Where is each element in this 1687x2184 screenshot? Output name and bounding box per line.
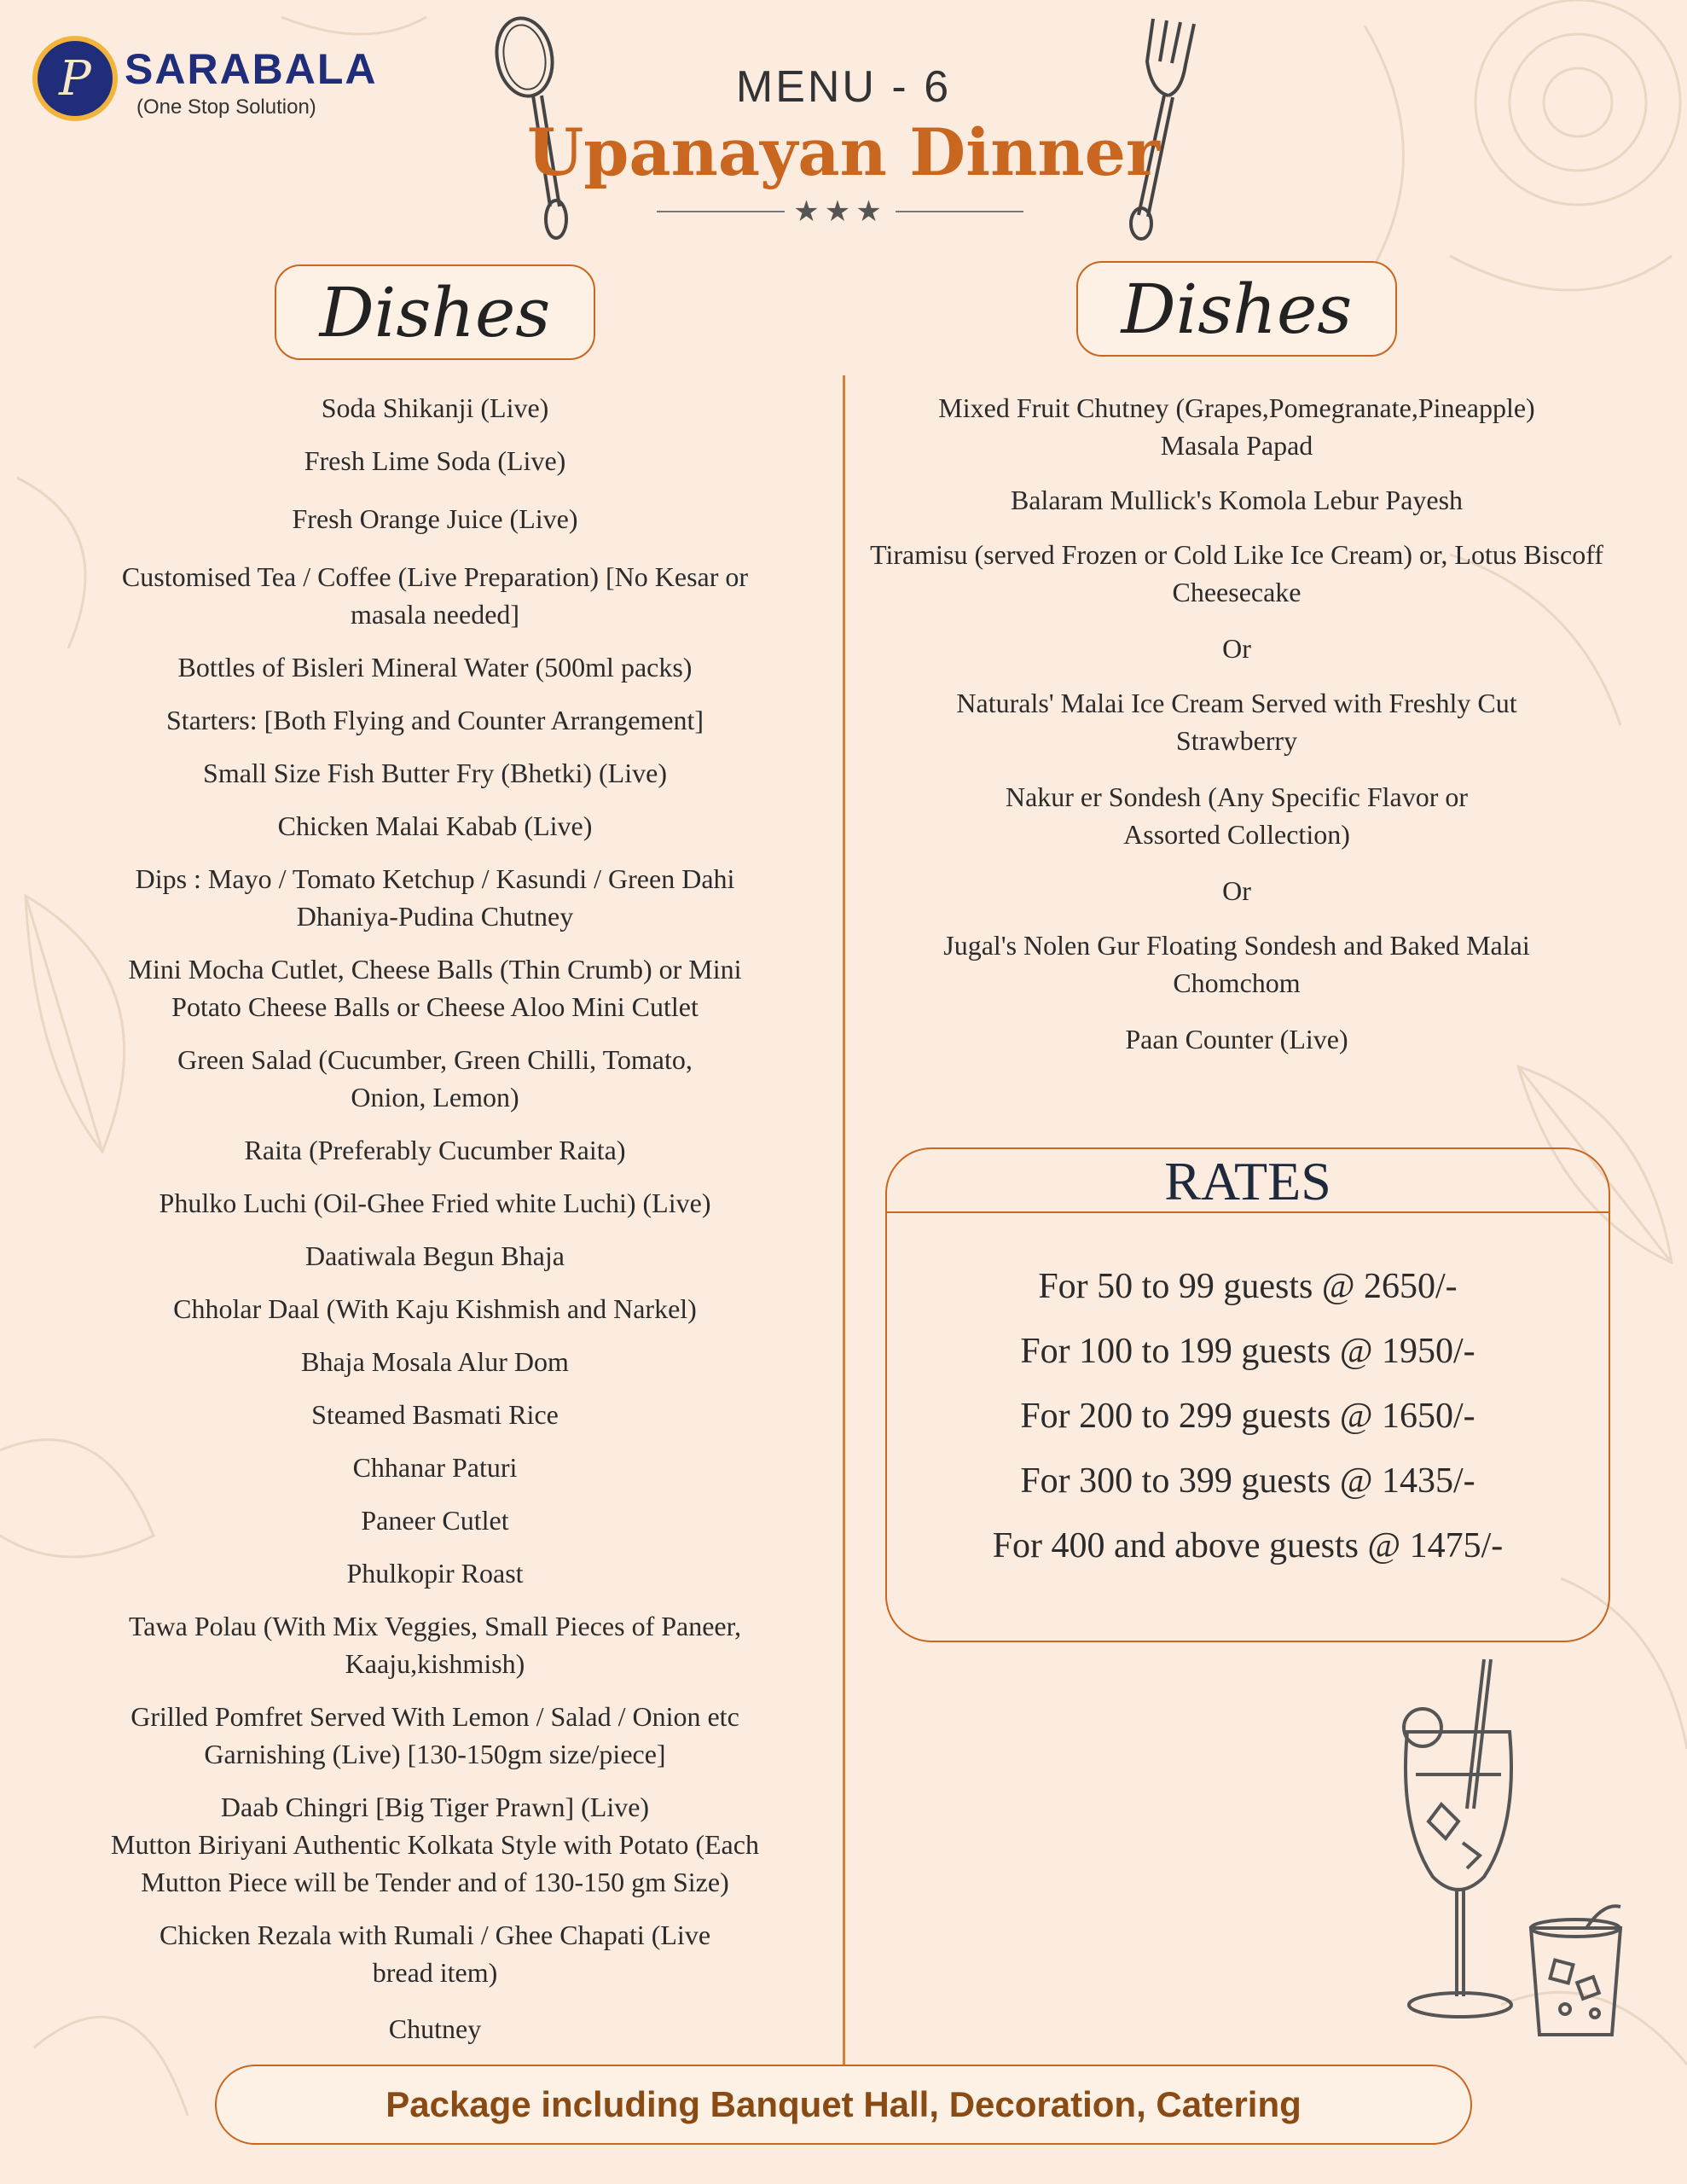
list-item: Customised Tea / Coffee (Live Preparation) [No Kesar or masala needed] [121,561,749,630]
rate-line: For 300 to 399 guests @ 1435/- [1020,1461,1475,1501]
list-item: Green Salad (Cucumber, Green Chilli, Tomato, Onion, Lemon) [177,1044,693,1112]
list-item: Paneer Cutlet [361,1505,509,1536]
right-dishes-heading: Dishes [1076,261,1397,357]
list-item: Jugal's Nolen Gur Floating Sondesh and Baked Malai Chomchom [943,930,1530,998]
list-item: Paan Counter (Live) [1125,1024,1348,1054]
tumbler-glass-icon [1518,1894,1638,2048]
column-divider [843,375,845,2065]
rate-line: For 400 and above guests @ 1475/- [992,1526,1504,1565]
list-item: Steamed Basmati Rice [311,1399,559,1430]
list-item: Raita (Preferably Cucumber Raita) [244,1135,626,1165]
list-item: Tiramisu (served Frozen or Cold Like Ice Cream) or, Lotus Biscoff Cheesecake [870,539,1603,607]
list-item: Chutney [388,2013,482,2044]
brand-logo: P [32,36,118,121]
star-icon: ★★★ [785,195,896,229]
list-item: Or [1222,875,1251,906]
list-item: Balaram Mullick's Komola Lebur Payesh [1010,485,1464,515]
menu-number: MENU - 6 [735,62,952,112]
brand-name: SARABALA [125,45,378,93]
package-banner: Package including Banquet Hall, Decoration, Catering [215,2065,1472,2145]
rates-title: RATES [1164,1151,1331,1211]
list-item: Fresh Orange Juice (Live) [292,503,578,534]
list-item: Or [1222,633,1251,664]
rates-divider [887,1211,1609,1213]
list-item: Small Size Fish Butter Fry (Bhetki) (Live) [203,758,667,788]
rate-line: For 200 to 299 guests @ 1650/- [1020,1397,1475,1436]
list-item: Phulkopir Roast [346,1558,524,1589]
list-item: Bottles of Bisleri Mineral Water (500ml packs) [177,652,693,682]
list-item: Chholar Daal (With Kaju Kishmish and Narkel) [173,1293,697,1324]
page-title: Upanayan Dinner [527,114,1160,190]
cocktail-glass-icon [1382,1655,1535,2039]
list-item: Chicken Malai Kabab (Live) [277,810,593,841]
list-item: Phulko Luchi (Oil-Ghee Fried white Luchi) (Live) [159,1188,711,1218]
list-item: Naturals' Malai Ice Cream Served with Freshly Cut Strawberry [956,688,1517,756]
list-item: Daab Chingri [Big Tiger Prawn] (Live) [220,1792,650,1822]
list-item: Nakur er Sondesh (Any Specific Flavor or Assorted Collection) [1005,781,1469,850]
rates-box [885,1147,1610,1642]
list-item: Dips : Mayo / Tomato Ketchup / Kasundi / Green Dahi Dhaniya-Pudina Chutney [135,863,735,932]
rate-line: For 100 to 199 guests @ 1950/- [1020,1332,1475,1371]
list-item: Daatiwala Begun Bhaja [305,1240,565,1271]
list-item: Tawa Polau (With Mix Veggies, Small Pieces of Paneer, Kaaju,kishmish) [128,1611,741,1679]
list-item: Mutton Biriyani Authentic Kolkata Style with Potato (Each Mutton Piece will be Tender and of 130-150 gm Size) [111,1829,759,1897]
list-item: Starters: [Both Flying and Counter Arrangement] [165,705,704,735]
left-dishes-heading: Dishes [275,264,595,360]
list-item: Bhaja Mosala Alur Dom [301,1346,569,1377]
list-item: Masala Papad [1160,430,1313,461]
list-item: Fresh Lime Soda (Live) [304,445,566,476]
list-item: Soda Shikanji (Live) [321,392,549,423]
list-item: Chicken Rezala with Rumali / Ghee Chapati (Live bread item) [159,1920,711,1988]
brand-tagline: (One Stop Solution) [136,96,316,119]
list-item: Chhanar Paturi [352,1452,518,1483]
list-item: Mini Mocha Cutlet, Cheese Balls (Thin Crumb) or Mini Potato Cheese Balls or Cheese Aloo Mini Cutlet [128,954,742,1022]
rate-line: For 50 to 99 guests @ 2650/- [1038,1267,1458,1306]
list-item: Grilled Pomfret Served With Lemon / Salad / Onion etc Garnishing (Live) [130-150gm size/piece] [130,1701,739,1769]
list-item: Mixed Fruit Chutney (Grapes,Pomegranate,Pineapple) [938,392,1535,423]
